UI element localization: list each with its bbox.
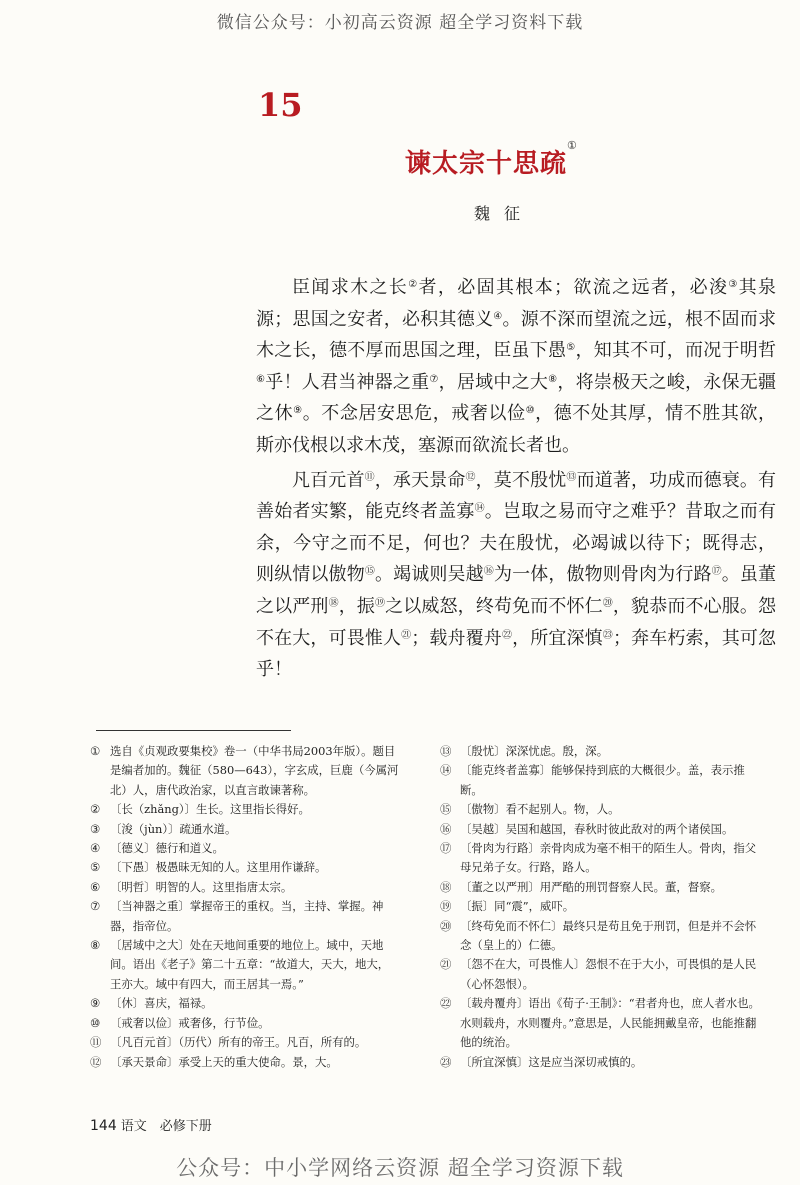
bottom-watermark: 公众号：中小学网络云资源 超全学习资源下载 (176, 1156, 624, 1180)
footnote-text: 〔下愚〕极愚昧无知的人。这里用作谦辞。 (110, 860, 327, 875)
footnote-marker: ⑲ (374, 597, 386, 609)
footnote (90, 897, 400, 936)
footnote-text: 〔承天景命〕承受上天的重大使命。景，大。 (110, 1054, 338, 1069)
footnote-text: 〔能克终者盖寡〕能够保持到底的大概很少。盖，表示推断。 (460, 763, 745, 797)
footnote-number: ㉓ (440, 1054, 452, 1069)
footnote-text: 〔休〕喜庆，福禄。 (110, 996, 213, 1011)
footnote (440, 878, 760, 897)
footnote-number: ㉒ (440, 996, 452, 1011)
footnote-text: 〔骨肉为行路〕亲骨肉成为毫不相干的陌生人。骨肉，指父母兄弟子女。行路，路人。 (460, 841, 757, 875)
footnote-text: 〔殷忧〕深深忧虑。殷，深。 (460, 744, 609, 758)
text-segment: 。竭诚则吴越 (374, 564, 484, 586)
footnote-marker: ⑯ (483, 566, 494, 578)
footnote-number: ⑨ (90, 996, 101, 1011)
footnote (440, 742, 760, 761)
footnote (440, 820, 760, 839)
footnote (90, 878, 400, 897)
footnote (90, 1014, 400, 1033)
text-segment: ，知其不可，而况于明哲 (575, 340, 777, 362)
text-segment: 臣闻求木之长 (292, 277, 409, 298)
footnote-marker: ⑤ (566, 342, 576, 354)
footnote (90, 742, 400, 800)
text-segment: ；载舟覆舟 (411, 627, 502, 649)
footnote-marker: ⑰ (711, 566, 722, 578)
footnote-text: 〔吴越〕吴国和越国，春秋时彼此敌对的两个诸侯国。 (460, 821, 734, 836)
text-segment: ，莫不殷忧 (475, 469, 567, 491)
footnote (90, 820, 400, 839)
text-segment: ，将崇极天之峻，永保无疆之休 (256, 371, 777, 425)
footnote-marker: ⑧ (548, 373, 558, 385)
footnote (90, 936, 400, 994)
footnote-marker: ④ (493, 310, 503, 322)
footnote-number: ⑩ (90, 1015, 101, 1030)
footnote-marker: ⑫ (465, 471, 476, 483)
footnote-number: ⑭ (440, 763, 452, 778)
text-segment: 。不念居安思危，戒奢以俭 (302, 403, 526, 425)
book-label: 语文 必修下册 (120, 1119, 212, 1134)
footnote-text: 〔终苟免而不怀仁〕最终只是苟且免于刑罚，但是并不会怀念（皇上的）仁德。 (460, 918, 757, 953)
footnote-text: 〔振〕同“震”，威吓。 (460, 899, 575, 914)
footnote-text: 〔戒奢以俭〕戒奢侈，行节俭。 (110, 1015, 270, 1030)
footnotes-right-column (440, 742, 760, 1072)
footnote-number: ⑧ (90, 938, 101, 953)
footnote-number: ⑮ (440, 802, 452, 817)
footnote-number: ④ (90, 841, 101, 856)
footnote-text: 〔当神器之重〕掌握帝王的重权。当，主持、掌握。神器，指帝位。 (110, 899, 384, 933)
footnote-number: ㉑ (440, 957, 452, 972)
footnote-number: ⑱ (440, 879, 452, 894)
title-footnote-marker: ① (567, 139, 578, 152)
footnote-text: 〔载舟覆舟〕语出《荀子·王制》：“君者舟也，庶人者水也。水则载舟，水则覆舟。”意思是，人民能拥戴皇帝，也能推翻他的统治。 (460, 996, 760, 1050)
footnote-number: ⑤ (90, 860, 101, 875)
footnote-marker: ㉒ (501, 629, 513, 641)
footnote-number: ⑰ (440, 841, 452, 856)
text-segment: ，所宜深慎 (512, 627, 603, 649)
footnote-number: ② (90, 802, 101, 817)
footnote-text: 〔怨不在大，可畏惟人〕怨恨不在于大小，可畏惧的是人民（心怀怨恨）。 (460, 957, 757, 991)
text-segment: 。源不深而望流之远，根不固而求木之长，德不厚而思国之理，臣虽下愚 (256, 308, 776, 362)
text-segment: 其泉源；思国之安者，必积其德义 (256, 277, 777, 330)
header-watermark: 微信公众号：小初高云资源 超全学习资料下载 (216, 13, 584, 33)
footnote-text: 〔所宜深慎〕这是应当深切戒慎的。 (460, 1054, 643, 1069)
footnote-number: ⑳ (440, 918, 452, 933)
footnote-text: 选自《贞观政要集校》卷一（中华书局2003年版）。题目是编者加的。魏征（580—643），字玄成，巨鹿（今属河北）人，唐代政治家，以直言敢谏著称。 (110, 744, 399, 797)
footnote-text: 〔傲物〕看不起别人。物，人。 (460, 802, 620, 817)
footnote-divider (96, 730, 291, 731)
footnote (90, 858, 400, 877)
text-segment: 。虽董之以严刑 (256, 564, 777, 617)
footnote-text: 〔居域中之大〕处在天地间重要的地位上。域中，天地间。语出《老子》第二十五章：“故道大，天大，地大，王亦大。域中有四大，而王居其一焉。” (110, 938, 390, 991)
footnote (440, 1053, 760, 1072)
footnote-marker: ⑮ (364, 566, 375, 578)
text-segment: ，承天景命 (374, 469, 466, 491)
footnotes-left-column (90, 742, 400, 1072)
footnote (90, 1053, 400, 1072)
footnote (440, 917, 760, 956)
footnote-marker: ⑥ (256, 373, 266, 385)
text-segment: ，德不处其厚，情不胜其欲，斯亦伐根以求木茂，塞源而欲流长者也。 (256, 403, 777, 456)
lesson-title (405, 139, 578, 180)
footnote-marker: ⑦ (429, 373, 439, 385)
author: 魏征 (474, 204, 535, 223)
footnote-number: ① (90, 744, 101, 758)
footnote-text: 〔董之以严刑〕用严酷的刑罚督察人民。董，督察。 (460, 879, 722, 894)
footnote-number: ⑥ (90, 879, 101, 894)
footnote-text: 〔浚（jùn）〕疏通水道。 (110, 821, 237, 836)
footnote-marker: ② (408, 279, 419, 290)
text-segment: 凡百元首 (292, 469, 365, 491)
footnote-number: ⑲ (440, 899, 452, 914)
page-footer (90, 1115, 212, 1134)
footnote (90, 800, 400, 819)
paragraph (256, 272, 776, 462)
footnote-marker: ⑪ (364, 471, 375, 483)
footnote (440, 955, 760, 994)
footnote-text: 〔明哲〕明智的人。这里指唐太宗。 (110, 879, 293, 894)
text-segment: 为一体，傲物则骨肉为行路 (493, 564, 712, 586)
footnote-text: 〔凡百元首〕（历代）所有的帝王。凡百，所有的。 (110, 1035, 367, 1050)
text-segment: 之以威怒，终苟免而不怀仁 (385, 595, 603, 617)
text-segment: ，貌恭而不心服。怨不在大，可畏惟人 (256, 595, 777, 649)
text-segment: 乎！人君当神器之重 (265, 371, 430, 393)
text-segment: 。岂取之易而守之难乎？昔取之而有余，今守之而不足，何也？夫在殷忧，必竭诚以待下；既得志，则纵情以傲物 (256, 501, 777, 586)
footnote (90, 994, 400, 1013)
footnote-marker: ⑭ (474, 503, 485, 515)
lesson-number: 15 (258, 86, 303, 124)
footnote-text: 〔长（zhǎng）〕生长。这里指长得好。 (110, 802, 310, 817)
title-text: 谏太宗十思疏 (405, 149, 568, 179)
footnote (90, 1033, 400, 1052)
text-segment: ；奔车朽索，其可忽乎！ (256, 627, 777, 681)
paragraph (256, 465, 776, 686)
footnote-marker: ⑩ (525, 405, 536, 417)
page-number: 144 (90, 1118, 117, 1134)
footnote-marker: ⑨ (293, 405, 303, 417)
footnote-marker: ㉑ (401, 629, 412, 641)
footnote (440, 800, 760, 819)
footnote-marker: ③ (728, 279, 739, 290)
text-segment: ，振 (338, 595, 375, 617)
footnote-marker: ㉓ (602, 629, 613, 641)
footnote-number: ⑬ (440, 744, 452, 758)
footnote (440, 839, 760, 878)
footnote-marker: ⑱ (328, 597, 339, 609)
footnote (440, 994, 760, 1052)
footnote-number: ③ (90, 821, 101, 836)
footnote (440, 761, 760, 800)
footnote-text: 〔德义〕德行和道义。 (110, 841, 224, 856)
text-segment: ，居域中之大 (438, 371, 549, 393)
text-segment: 而道著，功成而德衰。有善始者实繁，能克终者盖寡 (256, 469, 777, 523)
footnote-number: ⑫ (90, 1054, 102, 1069)
text-segment: 者，必固其根本；欲流之远者，必浚 (418, 277, 729, 298)
main-text (256, 272, 776, 689)
footnote-marker: ⑬ (566, 471, 577, 483)
footnote (90, 839, 400, 858)
footnote-number: ⑪ (90, 1035, 102, 1050)
footnote-number: ⑦ (90, 899, 101, 914)
footnote (440, 897, 760, 916)
footnote-marker: ⑳ (602, 597, 613, 609)
footnote-number: ⑯ (440, 821, 452, 836)
